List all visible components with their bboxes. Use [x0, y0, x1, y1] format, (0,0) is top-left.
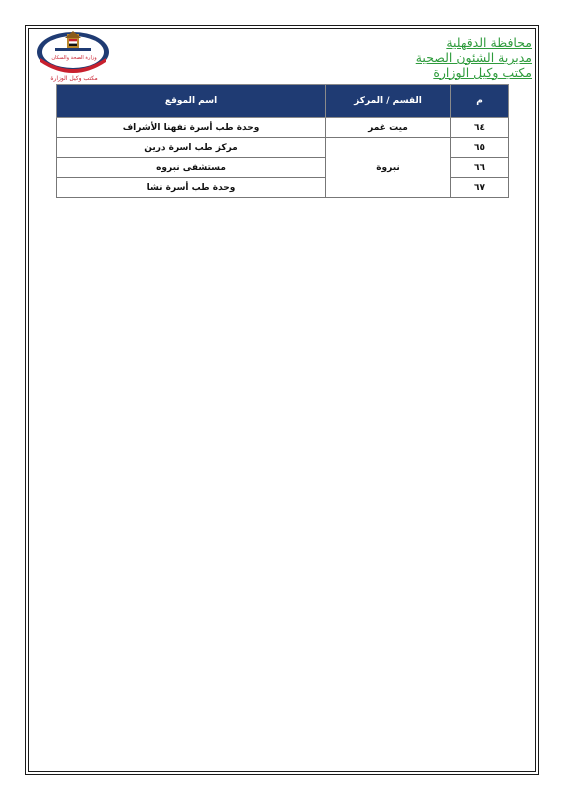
table-header-row: [57, 85, 509, 118]
header-line-governorate: محافظة الدقهلية: [446, 35, 532, 50]
header-line-directorate: مديرية الشئون الصحية: [415, 50, 532, 65]
row-num: ٦٧: [451, 178, 509, 198]
row-district: نبروة: [326, 138, 451, 198]
row-num: ٦٥: [451, 138, 509, 158]
row-site: وحدة طب أسرة نشا: [57, 178, 326, 198]
header-num: م: [451, 85, 509, 118]
row-num: ٦٤: [451, 118, 509, 138]
ministry-logo-icon: [35, 28, 113, 86]
header-line-office: مكتب وكيل الوزارة: [433, 65, 532, 80]
row-site: مركز طب اسرة درين: [57, 138, 326, 158]
table-row: [57, 138, 509, 158]
row-district: ميت غمر: [326, 118, 451, 138]
svg-text:مكتب وكيل الوزارة: مكتب وكيل الوزارة: [50, 75, 98, 82]
sites-table: [56, 84, 509, 198]
header-district: القسم / المركز: [326, 85, 451, 118]
row-num: ٦٦: [451, 158, 509, 178]
svg-text:وزارة الصحة والسكان: وزارة الصحة والسكان: [51, 55, 97, 61]
table-row: [57, 118, 509, 138]
row-site: مستشفى نبروه: [57, 158, 326, 178]
header-site: اسم الموقع: [57, 85, 326, 118]
header-block: [416, 35, 532, 80]
row-site: وحدة طب أسرة تفهنا الأشراف: [57, 118, 326, 138]
